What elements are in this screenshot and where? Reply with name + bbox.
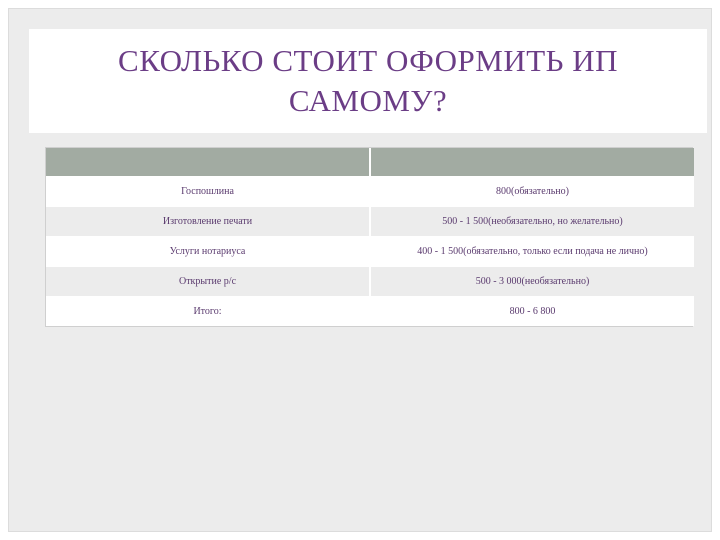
table-cell-cost: 800 - 6 800 [370, 297, 694, 327]
slide-title [118, 41, 618, 121]
table-cell-cost: 500 - 3 000(необязательно) [370, 267, 694, 297]
table-header-item [46, 148, 370, 177]
table-row [46, 297, 694, 327]
cost-table [45, 147, 693, 327]
table-header-cost [370, 148, 694, 177]
table-row [46, 267, 694, 297]
table-row [46, 177, 694, 207]
slide [8, 8, 712, 532]
table-cell-cost: 400 - 1 500(обязательно, только если подача не лично) [370, 237, 694, 267]
table-row [46, 207, 694, 237]
table-cell-cost: 800(обязательно) [370, 177, 694, 207]
table-cell-item: Изготовление печати [46, 207, 370, 237]
table-cell-item: Госпошлина [46, 177, 370, 207]
title-box [29, 29, 707, 133]
table-row [46, 237, 694, 267]
table-header-row [46, 148, 694, 177]
slide-title-line-1: СКОЛЬКО СТОИТ ОФОРМИТЬ ИП [118, 43, 618, 78]
table-cell-item: Итого: [46, 297, 370, 327]
slide-title-line-2: САМОМУ? [288, 83, 448, 118]
table-cell-item: Услуги нотариуса [46, 237, 370, 267]
table-cell-cost: 500 - 1 500(необязательно, но желательно) [370, 207, 694, 237]
table-cell-item: Открытие р/с [46, 267, 370, 297]
